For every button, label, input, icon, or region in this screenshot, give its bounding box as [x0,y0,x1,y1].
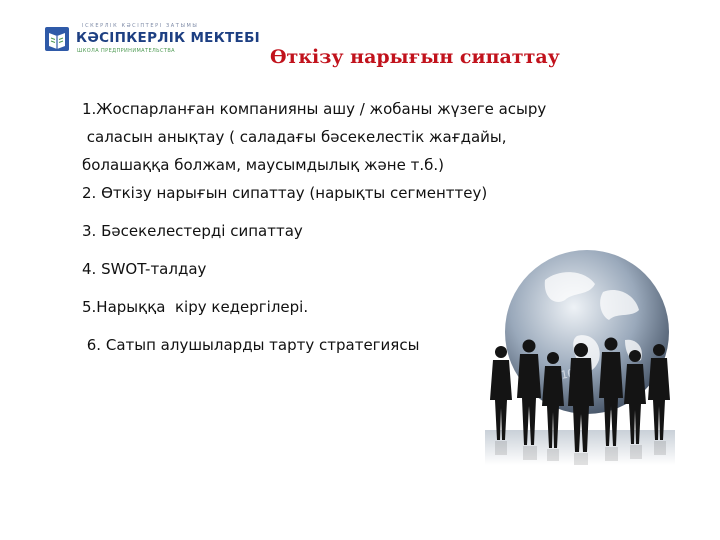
book-logo-icon [44,24,70,54]
list-item: 3. Бәсекелестерді сипаттау [82,222,303,240]
list-item: 2. Өткізу нарығын сипаттау (нарықты сегменттеу) [82,184,488,202]
logo-top-line: ІСКЕРЛІК КӘСІПТЕРІ ЗАТЫМЫ [82,23,199,29]
logo [44,20,260,64]
globe-businessmen-image [485,240,675,465]
logo-name: КӘСІПКЕРЛІК МЕКТЕБІ [76,30,260,46]
page-title: Өткізу нарығын сипаттау [270,46,560,68]
logo-subtitle: ШКОЛА ПРЕДПРИНИМАТЕЛЬСТВА [77,48,175,54]
list-item: саласын анықтау ( саладағы бәсекелестік жағдайы, [82,128,507,146]
list-item: 4. SWOT-талдау [82,260,207,278]
list-item: 1.Жоспарланған компанияны ашу / жобаны жүзеге асыру [82,100,547,118]
list-item: болашаққа болжам, маусымдылық және т.б.) [82,156,444,174]
list-item: 6. Сатып алушыларды тарту стратегиясы [82,336,420,354]
list-item: 5.Нарыққа кіру кедергілері. [82,298,309,316]
